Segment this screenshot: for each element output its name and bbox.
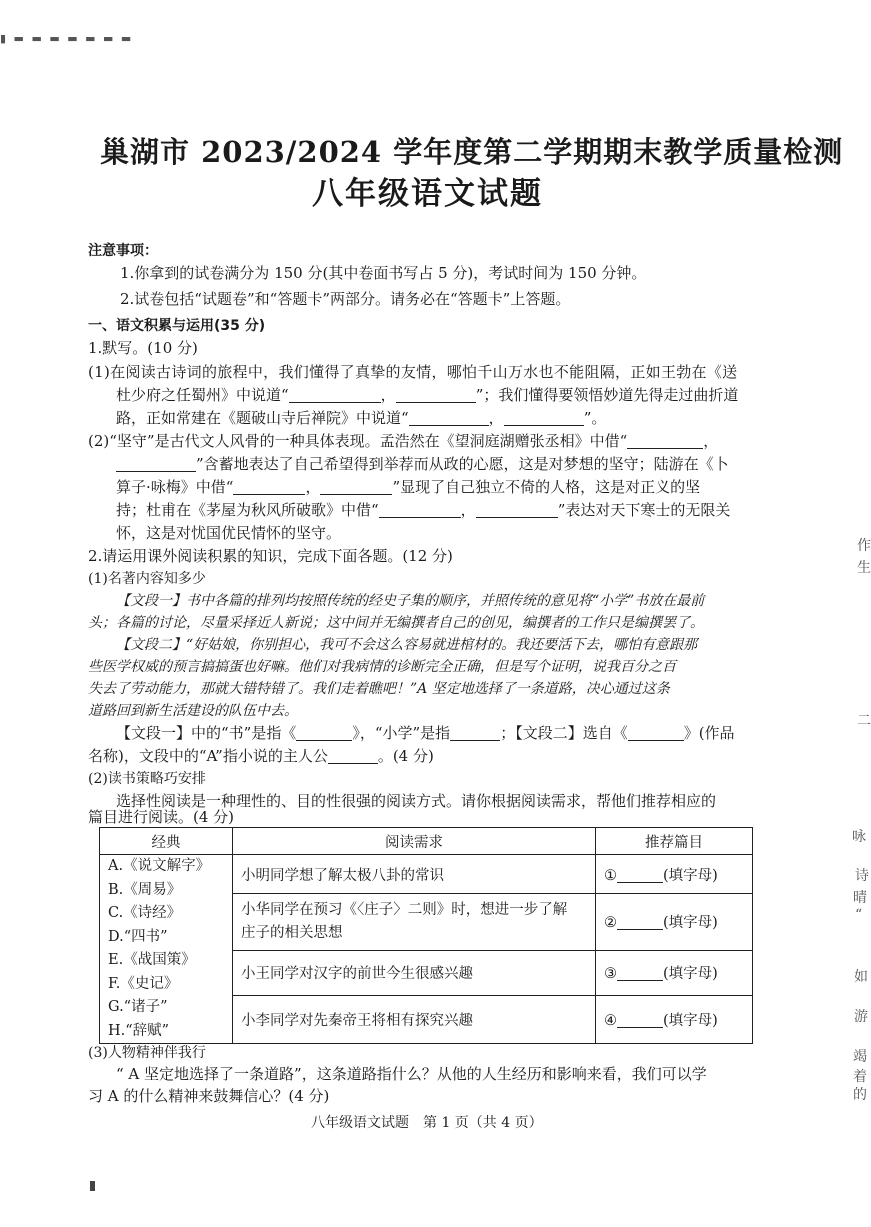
text: ， xyxy=(460,501,476,519)
row-number: ③ xyxy=(604,966,617,983)
hint: (填字母) xyxy=(663,915,718,932)
need-cell: 小李同学对先秦帝王将相有探究兴趣 xyxy=(233,996,596,1044)
q1-p1-line1: (1)在阅读古诗词的旅程中，我们懂得了真挚的友情，哪怕千山万水也不能阻隔，正如王勃在《送 xyxy=(88,363,738,381)
answer-blank[interactable] xyxy=(320,478,392,495)
table-row xyxy=(100,855,753,894)
sub3-line2: 习 A 的什么精神来鼓舞信心？(4 分) xyxy=(88,1087,330,1105)
q1-p1-line3 xyxy=(116,407,606,428)
edge-fragment: 作 xyxy=(857,538,871,554)
answer-blank[interactable] xyxy=(396,386,476,403)
text: ， xyxy=(380,386,396,404)
book-option: F.《史记》 xyxy=(108,975,179,992)
q1-p2-line2 xyxy=(116,453,729,474)
column-header: 阅读需求 xyxy=(233,828,596,855)
table-header-row xyxy=(100,828,753,855)
book-option: G.“诸子” xyxy=(108,999,168,1015)
text: 杜少府之任蜀州》中说道“ xyxy=(116,386,289,404)
need-cell xyxy=(233,894,596,950)
exam-title: 巢湖市 2023/2024 学年度第二学期期末教学质量检测 xyxy=(100,135,844,169)
need-cell: 小明同学想了解太极八卦的常识 xyxy=(233,855,596,894)
text: ”；我们懂得要领悟妙道先得走过曲折道 xyxy=(475,386,739,404)
q1-p2-line5: 怀，这是对忧国优民情怀的坚守。 xyxy=(116,524,342,542)
text: ”。 xyxy=(583,409,607,427)
book-option: H.“辞赋” xyxy=(108,1022,170,1039)
edge-fragment: 诗 xyxy=(855,868,869,884)
answer-blank[interactable] xyxy=(450,724,500,741)
answer-cell xyxy=(596,996,753,1044)
page-footer: 八年级语文试题 第 1 页（共 4 页） xyxy=(311,1115,543,1131)
edge-fragment: “ xyxy=(855,907,863,923)
edge-fragment: 游 xyxy=(854,1009,868,1025)
answer-blank[interactable] xyxy=(296,724,352,741)
text: ”表达对天下寒士的无限关 xyxy=(557,501,731,519)
q1-p2-line1 xyxy=(88,430,718,451)
text: 》，“小学”是指 xyxy=(352,724,451,742)
need-cell: 小王同学对汉字的前世今生很感兴趣 xyxy=(233,950,596,996)
column-header: 经典 xyxy=(100,828,233,855)
sub2-line1: 选择性阅读是一种理性的、目的性很强的阅读方式。请你根据阅读需求，帮他们推荐相应的 xyxy=(116,792,717,810)
book-option: D.“四书” xyxy=(108,928,168,945)
answer-blank[interactable] xyxy=(409,409,489,426)
answer-blank[interactable] xyxy=(617,964,663,981)
hint: (填字母) xyxy=(663,1013,718,1030)
q1-p1-line2 xyxy=(116,384,738,405)
text: 路，正如常建在《题破山寺后禅院》中说道“ xyxy=(116,409,409,427)
hint: (填字母) xyxy=(663,966,718,983)
edge-fragment: 咏 xyxy=(852,829,866,845)
question-label: 1.默写。(10 分) xyxy=(88,339,198,357)
passage2-line4: 道路回到新生活建设的队伍中去。 xyxy=(88,703,298,719)
answer-blank[interactable] xyxy=(617,913,663,930)
answer-blank[interactable] xyxy=(617,866,663,883)
notice-heading: 注意事项： xyxy=(88,243,158,259)
edge-fragment: 竭 xyxy=(853,1049,867,1065)
notice-item: 1.你拿到的试卷满分为 150 分(其中卷面书写占 5 分)，考试时间为 150 分钟。 xyxy=(120,264,647,282)
section-heading: 一、语文积累与运用(35 分) xyxy=(88,318,266,334)
text: 【文段一】中的“书”是指《 xyxy=(116,724,297,742)
need-line: 小华同学在预习《〈庄子〉二则》时，想进一步了解 xyxy=(241,901,568,918)
edge-fragment: 晴 xyxy=(853,890,867,906)
answer-blank[interactable] xyxy=(233,478,305,495)
edge-fragment: 生 xyxy=(857,560,871,576)
text: 》(作品 xyxy=(683,724,735,742)
answer-blank[interactable] xyxy=(628,724,684,741)
text: 名称)，文段中的“A”指小说的主人公 xyxy=(88,747,328,765)
exam-subtitle: 八年级语文试题 xyxy=(312,176,543,212)
text: ， xyxy=(488,409,504,427)
answer-blank[interactable] xyxy=(116,455,196,472)
passage1-line2: 头；各篇的讨论，尽量采择近人新说；这中间并无编撰者自己的创见，编撰者的工作只是编撰罢了。 xyxy=(88,615,704,631)
book-option: E.《战国策》 xyxy=(108,952,196,968)
fill-line2 xyxy=(88,745,434,766)
subquestion-label: (2)读书策略巧安排 xyxy=(88,771,206,787)
edge-fragment: 的 xyxy=(853,1087,867,1103)
answer-blank[interactable] xyxy=(617,1011,663,1028)
scan-mark xyxy=(90,1181,95,1191)
answer-blank[interactable] xyxy=(627,432,703,449)
row-number: ② xyxy=(604,915,617,932)
book-list-cell xyxy=(100,855,233,1044)
text: ；【文段二】选自《 xyxy=(500,724,628,742)
book-option: C.《诗经》 xyxy=(108,905,182,921)
q1-p2-line3 xyxy=(116,476,700,497)
fill-line1 xyxy=(116,722,735,743)
sub2-line2: 篇目进行阅读。(4 分) xyxy=(88,808,235,826)
sub3-line1: “ A 坚定地选择了一条道路”，这条道路指什么？从他的人生经历和影响来看，我们可以学 xyxy=(116,1065,707,1083)
answer-cell xyxy=(596,894,753,950)
recommendation-table xyxy=(99,827,753,1044)
notice-item: 2.试卷包括“试题卷”和“答题卡”两部分。请务必在“答题卡”上答题。 xyxy=(120,290,571,308)
edge-fragment: 如 xyxy=(854,969,868,985)
text: ， xyxy=(703,432,719,450)
question-label: 2.请运用课外阅读积累的知识，完成下面各题。(12 分) xyxy=(88,547,453,565)
q1-p2-line4 xyxy=(116,499,730,520)
text: ”含蓄地表达了自己希望得到举荐而从政的心愿，这是对梦想的坚守；陆游在《卜 xyxy=(196,455,729,473)
edge-fragment: 二 xyxy=(857,713,871,729)
answer-blank[interactable] xyxy=(504,409,584,426)
row-number: ④ xyxy=(604,1013,617,1030)
subquestion-label: (3)人物精神伴我行 xyxy=(88,1045,206,1061)
answer-blank[interactable] xyxy=(379,501,461,518)
passage2-line2: 些医学权威的预言搞搞蛋也好嘛。他们对我病情的诊断完全正确，但是写个证明，说我百分之百 xyxy=(88,659,676,675)
edge-fragment: 着 xyxy=(853,1069,867,1085)
subquestion-label: (1)名著内容知多少 xyxy=(88,571,206,587)
passage2-line1: 【文段二】“好姑娘，你别担心，我可不会这么容易就进棺材的。我还要活下去，哪怕有意跟那 xyxy=(116,637,698,653)
scan-marks: ▮ ▬ ▬ ▬ ▬ ▬ ▬ ▬ xyxy=(0,32,134,45)
answer-cell xyxy=(596,855,753,894)
text: 持；杜甫在《茅屋为秋风所破歌》中借“ xyxy=(116,501,379,519)
column-header: 推荐篇目 xyxy=(596,828,753,855)
text: (2)“坚守”是古代文人风骨的一种具体表现。孟浩然在《望洞庭湖赠张丞相》中借“ xyxy=(88,432,628,450)
need-line: 庄子的相关思想 xyxy=(241,924,343,941)
text: ”显现了自己独立不倚的人格，这是对正义的坚 xyxy=(392,478,701,496)
text: 算子·咏梅》中借“ xyxy=(116,478,234,496)
passage2-line3: 失去了劳动能力，那就大错特错了。我们走着瞧吧！”A 坚定地选择了一条道路，决心通过这条 xyxy=(88,681,670,697)
book-option: A.《说文解字》 xyxy=(108,858,211,874)
text: 。(4 分) xyxy=(377,747,434,765)
answer-blank[interactable] xyxy=(328,747,378,764)
answer-cell xyxy=(596,950,753,996)
answer-blank[interactable] xyxy=(476,501,558,518)
hint: (填字母) xyxy=(663,867,718,884)
book-option: B.《周易》 xyxy=(108,881,182,898)
row-number: ① xyxy=(604,867,617,884)
passage1-line1: 【文段一】书中各篇的排列均按照传统的经史子集的顺序，并照传统的意见将“小学”书放在最前 xyxy=(116,593,705,609)
text: ， xyxy=(305,478,321,496)
answer-blank[interactable] xyxy=(289,386,381,403)
